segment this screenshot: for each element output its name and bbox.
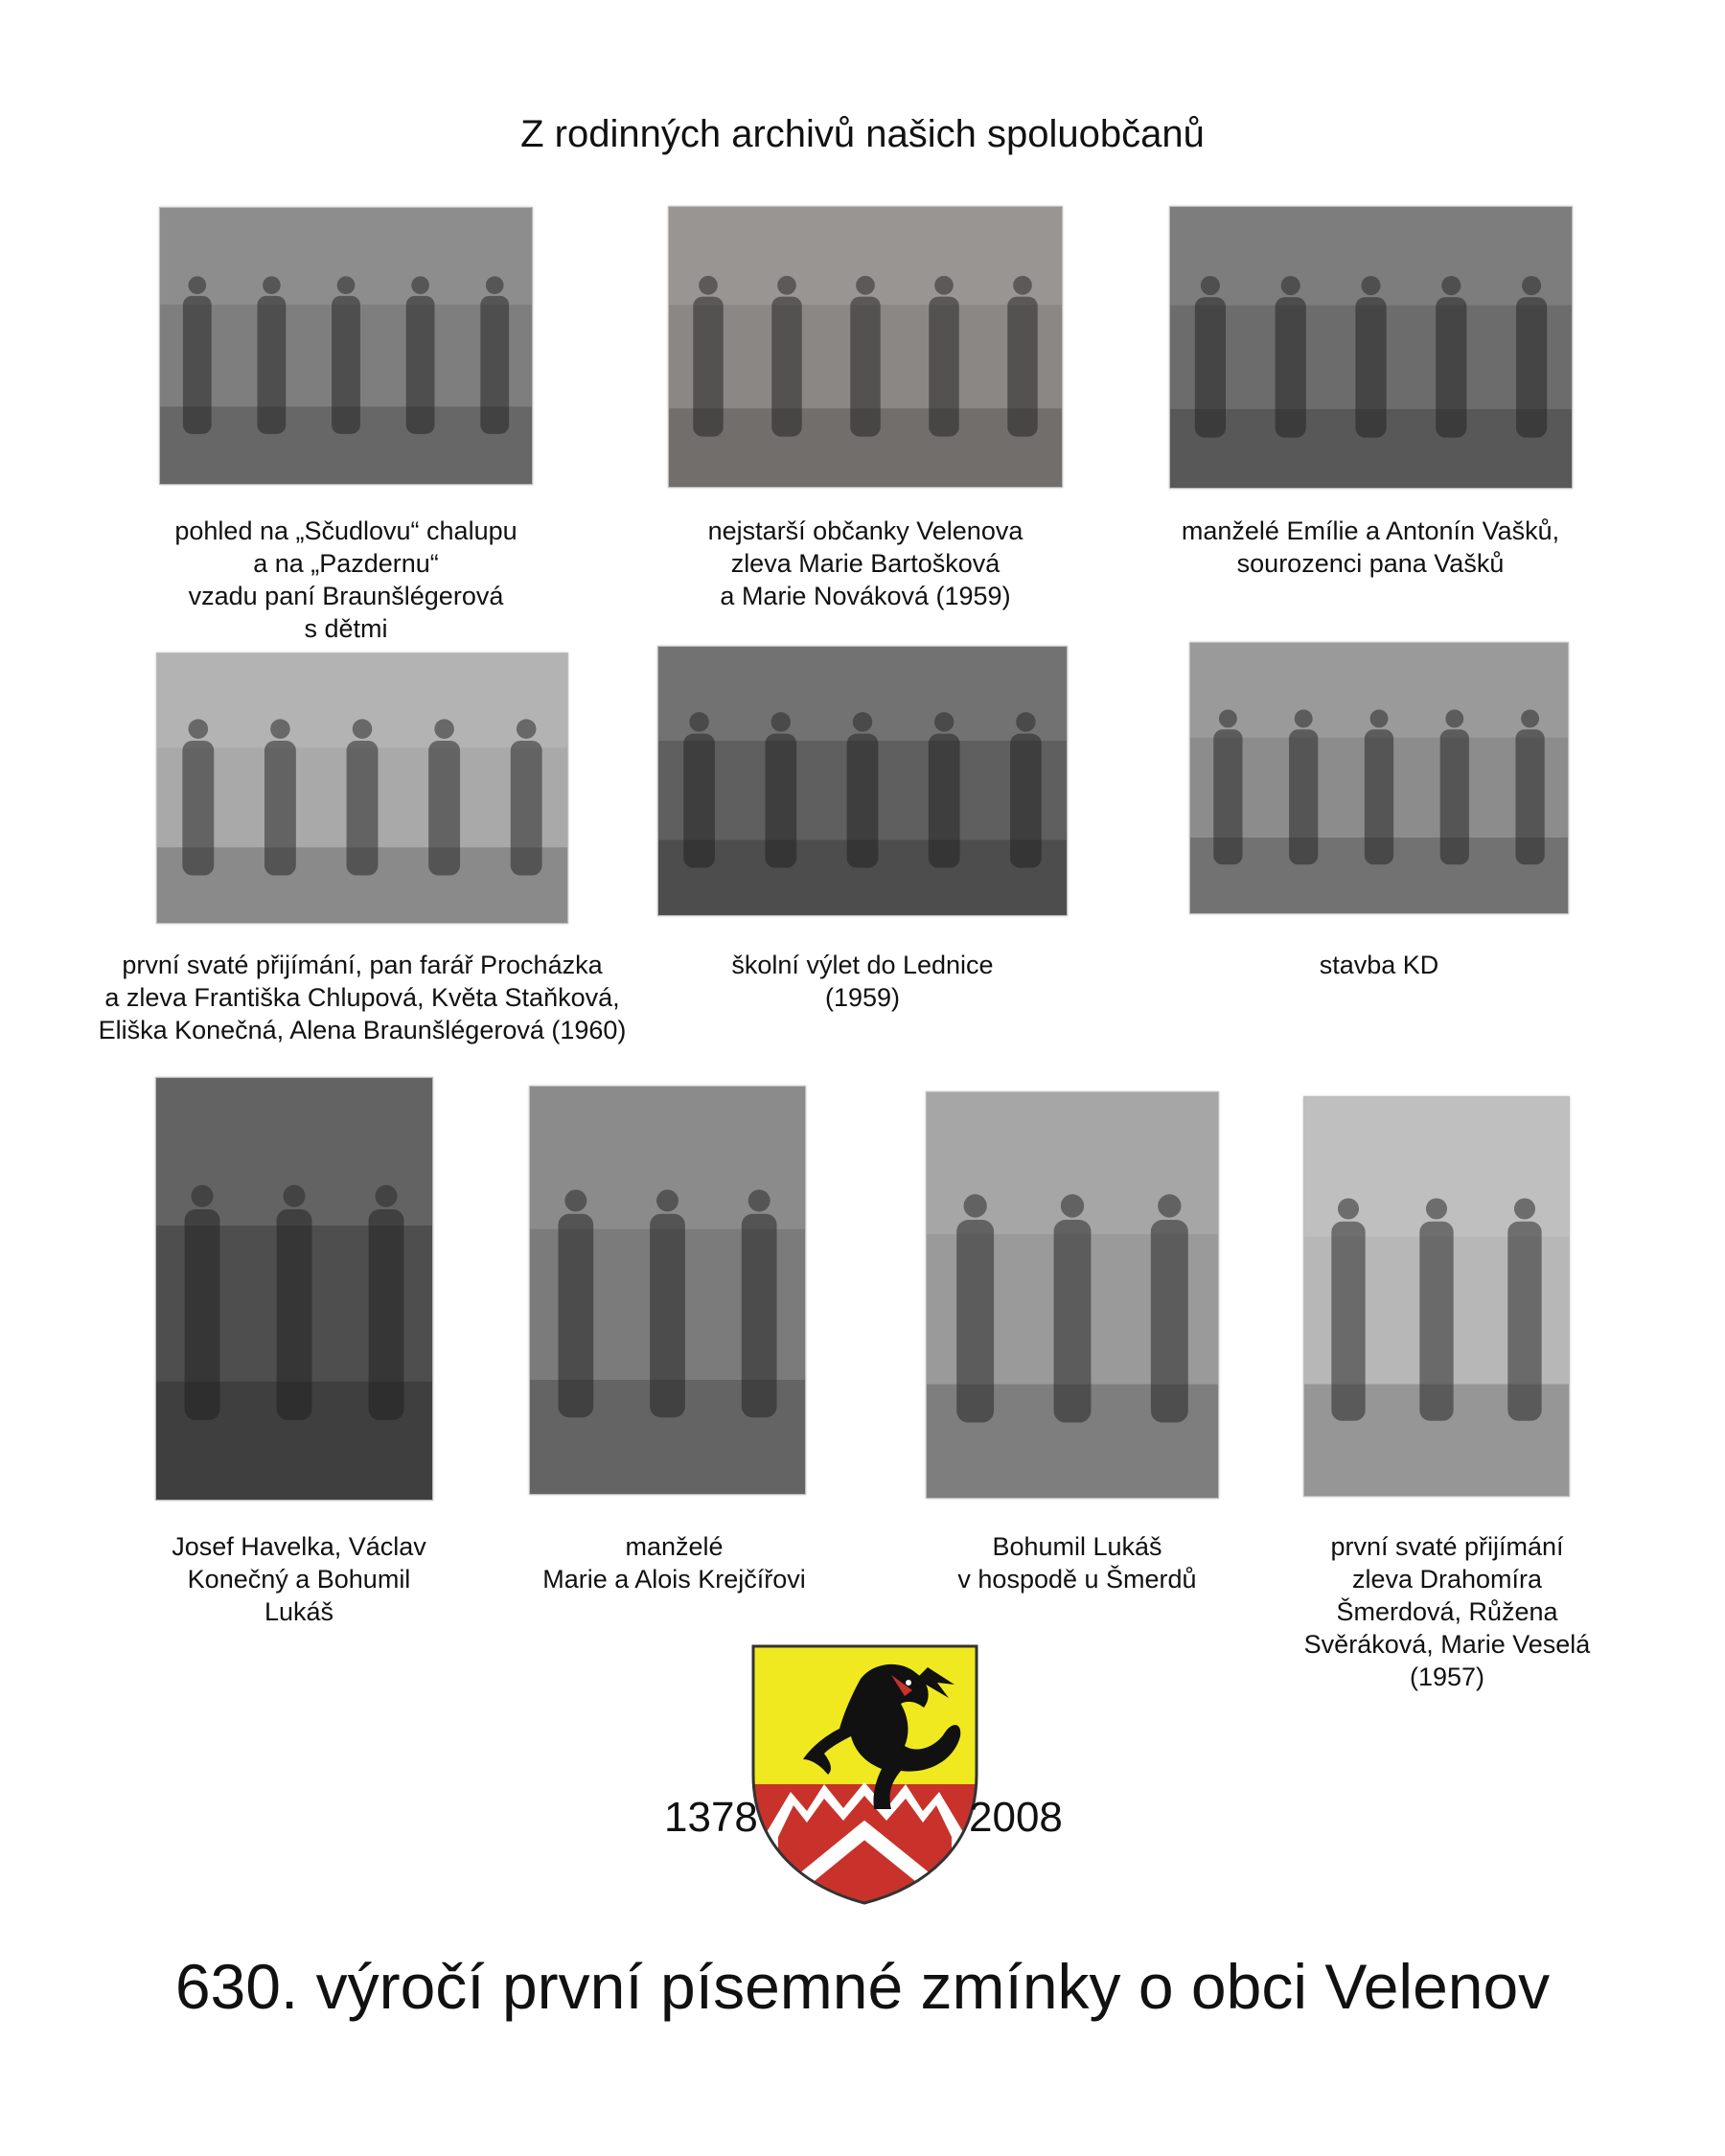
caption-line: nejstarší občanky Velenova bbox=[707, 516, 1024, 545]
caption-line: zleva Marie Bartošková bbox=[730, 549, 1000, 578]
anniversary-heading: 630. výročí první písemné zmínky o obci Velenov bbox=[174, 1951, 1551, 2022]
caption-line: stavba KD bbox=[1319, 951, 1439, 979]
photo-stavba-kd bbox=[1189, 642, 1569, 914]
caption-bohumil-lukas bbox=[924, 1530, 1230, 1595]
caption-line: (1959) bbox=[824, 983, 901, 1012]
caption-line: Svěráková, Marie Veselá bbox=[1303, 1630, 1591, 1659]
caption-line: zleva Drahomíra bbox=[1351, 1565, 1543, 1594]
photo-image bbox=[658, 647, 1067, 915]
caption-line: a Marie Nováková (1959) bbox=[720, 582, 1011, 610]
photo-skolni-vylet bbox=[657, 646, 1068, 916]
caption-line: Eliška Konečná, Alena Braunšlégerová (1960) bbox=[98, 1016, 627, 1044]
caption-josef-havelka bbox=[146, 1530, 452, 1628]
photo-image bbox=[669, 207, 1062, 487]
caption-skolni-vylet bbox=[642, 949, 1083, 1014]
caption-prvni-svate-prijimani-1960 bbox=[65, 949, 659, 1046]
velenov-coat-of-arms bbox=[748, 1640, 982, 1909]
caption-line: sourozenci pana Vašků bbox=[1236, 549, 1505, 578]
caption-line: manželé bbox=[625, 1532, 724, 1561]
caption-line: Konečný a Bohumil bbox=[187, 1565, 411, 1594]
caption-nejstarsi-obcanky bbox=[640, 515, 1091, 612]
coat-of-arms-icon bbox=[748, 1640, 982, 1909]
photo-manzele-vasku bbox=[1169, 206, 1573, 489]
photo-image bbox=[1190, 643, 1568, 913]
caption-scudlova-chalupa bbox=[126, 515, 566, 645]
photo-image bbox=[156, 1078, 432, 1500]
caption-line: Marie a Alois Krejčířovi bbox=[542, 1565, 806, 1594]
caption-line: a na „Pazdernu“ bbox=[253, 549, 439, 578]
photo-manzele-krejcirovi bbox=[529, 1086, 806, 1495]
photo-image bbox=[530, 1087, 805, 1494]
caption-manzele-krejcirovi bbox=[509, 1530, 840, 1595]
caption-line: vzadu paní Braunšlégerová bbox=[188, 582, 504, 610]
caption-line: první svaté přijímání, pan farář Procházka bbox=[122, 951, 603, 979]
photo-image bbox=[927, 1092, 1218, 1498]
caption-line: v hospodě u Šmerdů bbox=[957, 1565, 1197, 1594]
caption-line: (1957) bbox=[1409, 1663, 1485, 1691]
photo-josef-havelka bbox=[155, 1077, 433, 1501]
caption-line: manželé Emílie a Antonín Vašků, bbox=[1181, 516, 1560, 545]
caption-line: Šmerdová, Růžena bbox=[1336, 1597, 1558, 1626]
photo-image bbox=[160, 208, 532, 484]
photo-image bbox=[157, 654, 567, 923]
year-founded: 1378 bbox=[664, 1794, 758, 1841]
photo-image bbox=[1170, 207, 1572, 488]
photo-prvni-svate-prijimani-1960 bbox=[156, 653, 568, 924]
year-anniversary: 2008 bbox=[969, 1794, 1063, 1841]
caption-line: Lukáš bbox=[264, 1597, 334, 1626]
caption-prvni-svate-prijimani-1957 bbox=[1284, 1530, 1610, 1693]
photo-nejstarsi-obcanky bbox=[668, 206, 1063, 488]
caption-manzele-vasku bbox=[1150, 515, 1591, 580]
caption-line: pohled na „Sčudlovu“ chalupu bbox=[174, 516, 518, 545]
photo-prvni-svate-prijimani-1957 bbox=[1303, 1096, 1570, 1497]
photo-scudlova-chalupa bbox=[159, 207, 533, 485]
photo-image bbox=[1304, 1097, 1569, 1496]
caption-line: školní výlet do Lednice bbox=[731, 951, 994, 979]
caption-line: první svaté přijímání bbox=[1330, 1532, 1564, 1561]
caption-line: s dětmi bbox=[304, 614, 388, 643]
caption-stavba-kd bbox=[1159, 949, 1599, 981]
caption-line: Bohumil Lukáš bbox=[992, 1532, 1162, 1561]
page-title: Z rodinných archivů našich spoluobčanů bbox=[520, 113, 1205, 155]
caption-line: Josef Havelka, Václav bbox=[172, 1532, 426, 1561]
caption-line: a zleva Františka Chlupová, Květa Staňková, bbox=[104, 983, 620, 1012]
photo-bohumil-lukas bbox=[926, 1091, 1219, 1499]
